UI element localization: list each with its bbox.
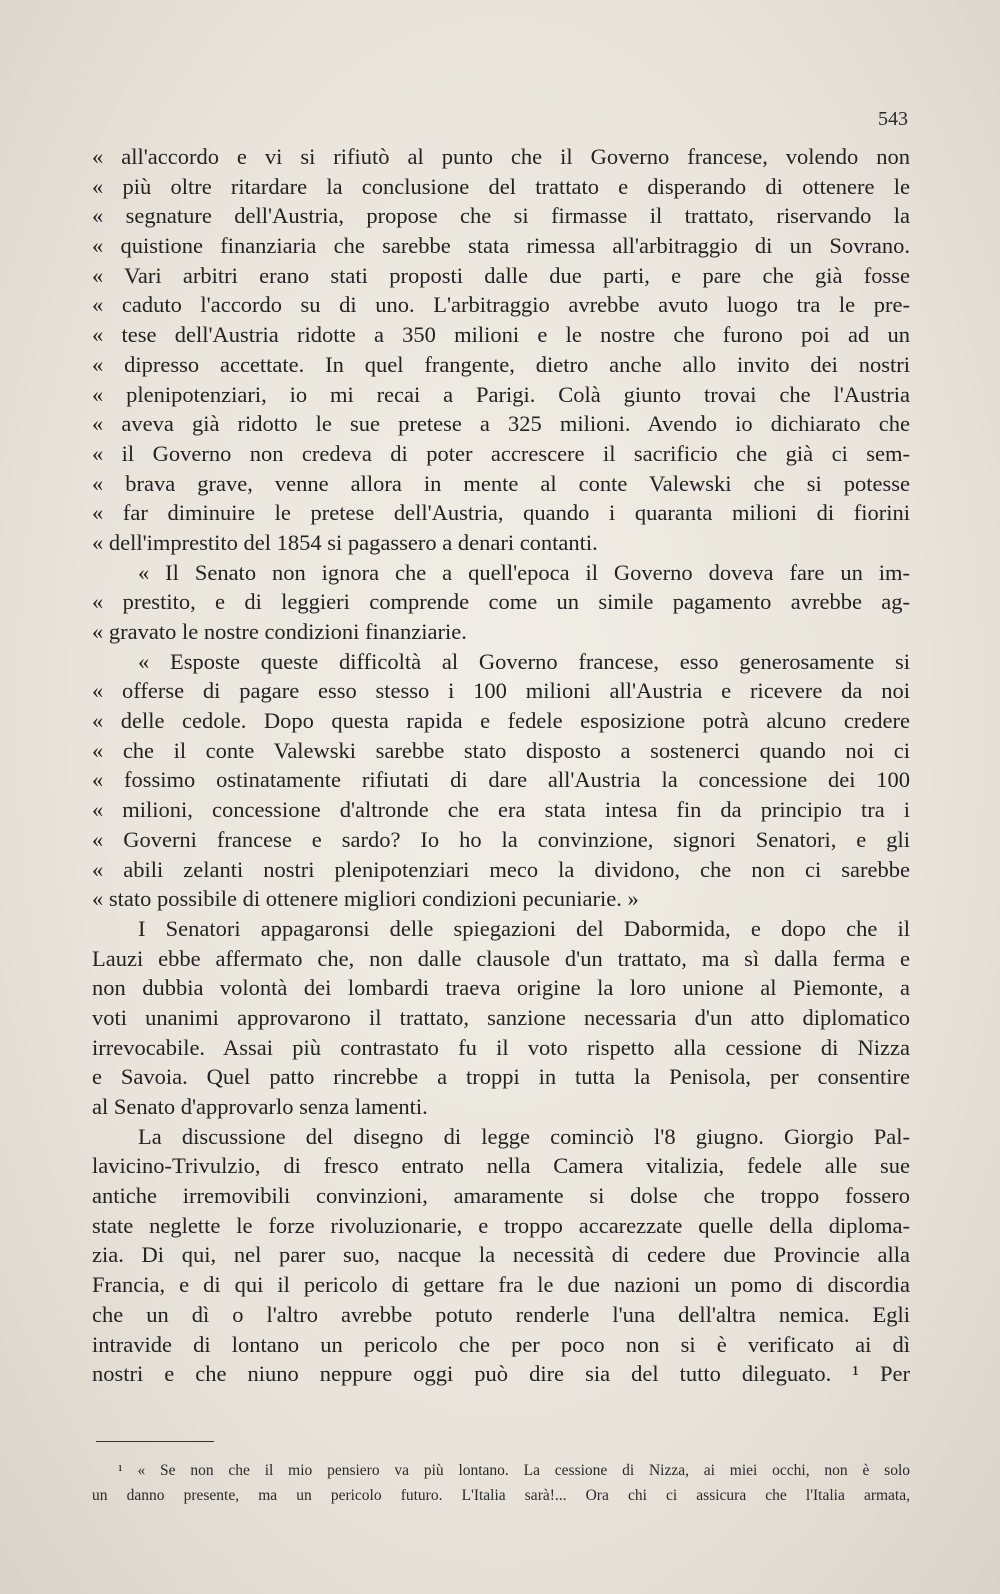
- text-line: « dipresso accettate. In quel frangente, dietro anche allo invito dei nostri: [92, 351, 910, 377]
- text-line: lavicino-Trivulzio, di fresco entrato nella Camera vitalizia, fedele alle sue: [92, 1153, 910, 1179]
- text-line: « gravato le nostre condizioni finanziarie.: [92, 619, 467, 644]
- text-line: « Governi francese e sardo? Io ho la convinzione, signori Senatori, e gli: [92, 826, 910, 852]
- text-line: « milioni, concessione d'altronde che era stata intesa fin da principio tra i: [92, 797, 910, 823]
- text-line: « aveva già ridotto le sue pretese a 325 milioni. Avendo io dichiarato che: [92, 411, 910, 437]
- text-line: « dell'imprestito del 1854 si pagassero a denari contanti.: [92, 529, 598, 555]
- text-line: « caduto l'accordo su di uno. L'arbitraggio avrebbe avuto luogo tra le pre-: [92, 292, 910, 318]
- text-line: « brava grave, venne allora in mente al conte Valewski che si potesse: [92, 470, 910, 496]
- text-line: « abili zelanti nostri plenipotenziari meco la dividono, che non ci sarebbe: [92, 856, 910, 882]
- text-line: zia. Di qui, nel parer suo, nacque la necessità di cedere due Provincie alla: [92, 1242, 910, 1268]
- text-line: Francia, e di qui il pericolo di gettare fra le due nazioni un pomo di discordia: [92, 1272, 910, 1298]
- text-line: state neglette le forze rivoluzionarie, e troppo accarezzate quelle della diploma-: [92, 1212, 910, 1238]
- footnote-line: ¹ « Se non che il mio pensiero va più lontano. La cessione di Nizza, ai miei occhi, non è solo: [118, 1462, 910, 1479]
- text-line: « quistione finanziaria che sarebbe stata rimessa all'arbitraggio di un Sovrano.: [92, 233, 910, 259]
- text-line: nostri e che niuno neppure oggi può dire sia del tutto dileguato. ¹ Per: [92, 1361, 910, 1387]
- text-line: I Senatori appagaronsi delle spiegazioni del Dabormida, e dopo che il: [138, 915, 910, 941]
- text-line: « stato possibile di ottenere migliori condizioni pecuniarie. »: [92, 886, 639, 912]
- text-line: antiche irremovibili convinzioni, amaramente si dolse che troppo fossero: [92, 1183, 910, 1209]
- text-line: Lauzi ebbe affermato che, non dalle clausole d'un trattato, ma sì dalla ferma e: [92, 945, 910, 971]
- text-line: « prestito, e di leggieri comprende come un simile pagamento avrebbe ag-: [92, 589, 910, 615]
- text-line: voti unanimi approvarono il trattato, sanzione necessaria d'un atto diplomatico: [92, 1004, 910, 1030]
- text-line: La discussione del disegno di legge cominciò l'8 giugno. Giorgio Pal-: [138, 1123, 910, 1149]
- text-line: « tese dell'Austria ridotte a 350 milioni e le nostre che furono poi ad un: [92, 322, 910, 348]
- footnote-line: un danno presente, ma un pericolo futuro. L'Italia sarà!... Ora chi ci assicura che l'Italia armata,: [92, 1487, 910, 1504]
- footnote-divider: [96, 1441, 214, 1442]
- text-line: e Savoia. Quel patto rincrebbe a troppi in tutta la Penisola, per consentire: [92, 1064, 910, 1090]
- text-line: « segnature dell'Austria, propose che si firmasse il trattato, riservando la: [92, 203, 910, 229]
- body-text: [92, 142, 910, 1389]
- text-line: intravide di lontano un pericolo che per poco non si è verificato ai dì: [92, 1331, 910, 1357]
- footnotes: [92, 1458, 910, 1508]
- text-line: « più oltre ritardare la conclusione del trattato e disperando di ottenere le: [92, 173, 910, 199]
- text-line: « Vari arbitri erano stati proposti dalle due parti, e pare che già fosse: [92, 262, 910, 288]
- text-line: « che il conte Valewski sarebbe stato disposto a sostenerci quando noi ci: [92, 737, 910, 763]
- text-line: « Il Senato non ignora che a quell'epoca il Governo doveva fare un im-: [138, 559, 910, 585]
- text-line: « offerse di pagare esso stesso i 100 milioni all'Austria e ricevere da noi: [92, 678, 910, 704]
- text-line: « il Governo non credeva di poter accrescere il sacrificio che già ci sem-: [92, 440, 910, 466]
- text-line: « plenipotenziari, io mi recai a Parigi. Colà giunto trovai che l'Austria: [92, 381, 910, 407]
- page-number: 543: [878, 108, 908, 130]
- text-line: irrevocabile. Assai più contrastato fu il voto rispetto alla cessione di Nizza: [92, 1034, 910, 1060]
- text-line: « all'accordo e vi si rifiutò al punto che il Governo francese, volendo non: [92, 144, 910, 169]
- text-line: che un dì o l'altro avrebbe potuto renderle l'una dell'altra nemica. Egli: [92, 1301, 910, 1327]
- text-line: « far diminuire le pretese dell'Austria, quando i quaranta milioni di fiorini: [92, 500, 910, 526]
- text-line: « fossimo ostinatamente rifiutati di dare all'Austria la concessione dei 100: [92, 767, 910, 793]
- text-line: non dubbia volontà dei lombardi traeva origine la loro unione al Piemonte, a: [92, 975, 910, 1001]
- text-line: « Esposte queste difficoltà al Governo francese, esso generosamente si: [138, 648, 910, 674]
- text-line: al Senato d'approvarlo senza lamenti.: [92, 1094, 428, 1119]
- text-line: « delle cedole. Dopo questa rapida e fedele esposizione potrà alcuno credere: [92, 708, 910, 734]
